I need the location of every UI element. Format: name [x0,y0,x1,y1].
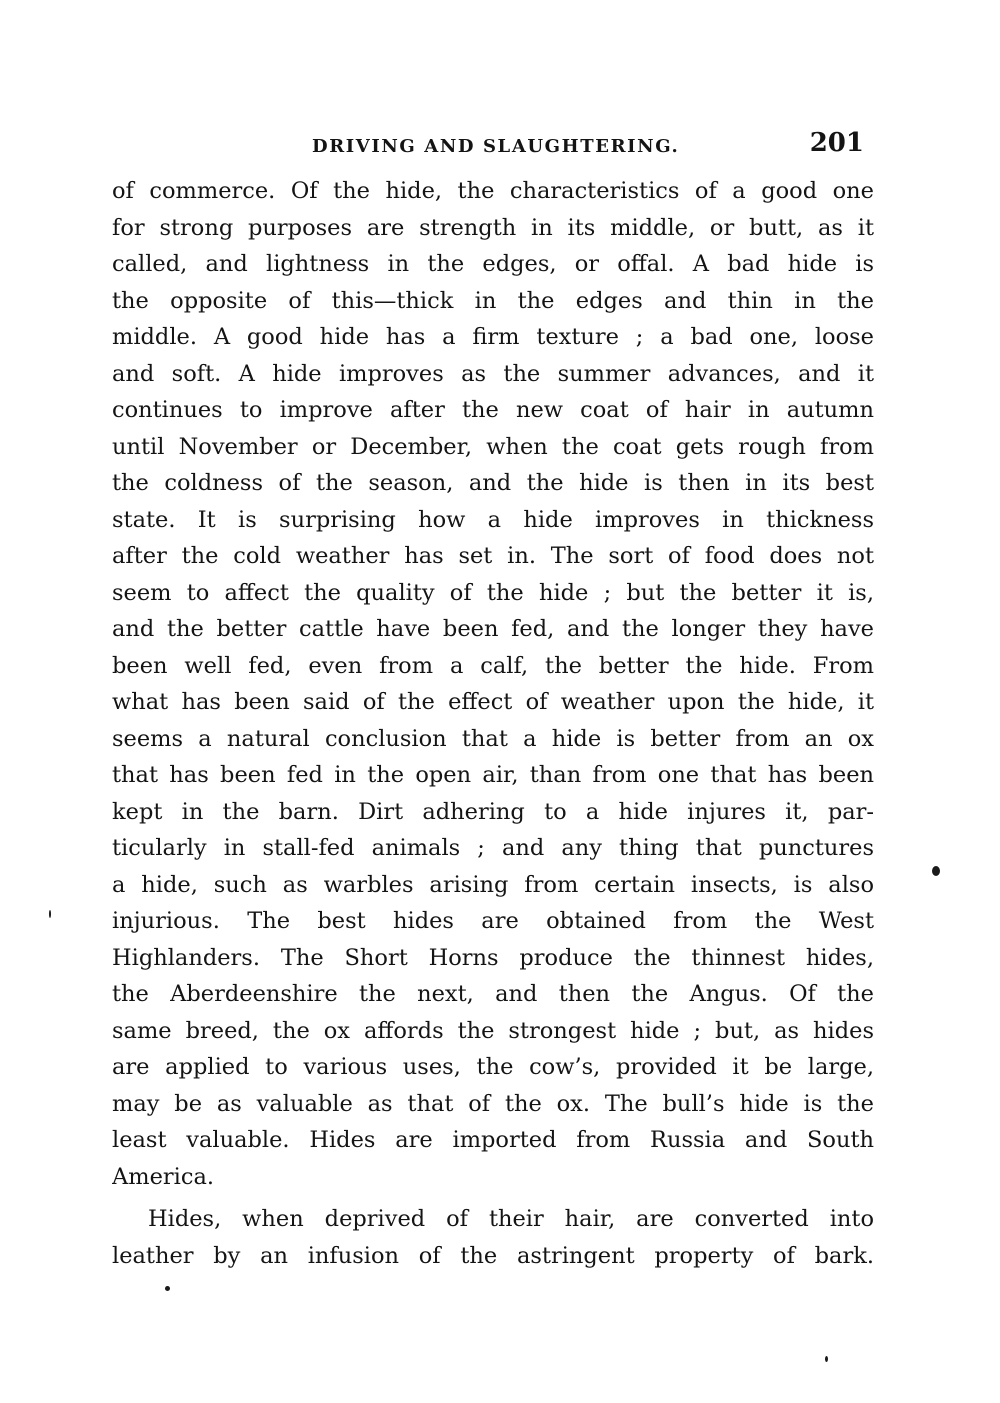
text-line: ticularly in stall-fed animals ; and any thing that punctures [112,835,874,861]
running-head-title: DRIVING AND SLAUGHTERING. [312,136,680,157]
ink-speck [932,866,940,876]
text-line: of commerce. Of the hide, the characteristics of a good one [112,178,874,204]
text-line: kept in the barn. Dirt adhering to a hide injures it, par- [112,798,874,825]
text-line: leather by an infusion of the astringent property of bark. [112,1242,874,1269]
paragraph-1 [112,173,874,1195]
text-line: state. It is surprising how a hide improves in thickness [112,506,874,533]
text-line: seems a natural conclusion that a hide is better from an ox [112,725,874,752]
text-line: Hides, when deprived of their hair, are converted into [148,1206,874,1232]
text-line: injurious. The best hides are obtained from the West [112,908,874,934]
text-line: middle. A good hide has a firm texture ; a bad one, loose [112,324,874,350]
text-line: for strong purposes are strength in its middle, or butt, as it [112,214,874,241]
text-line: may be as valuable as that of the ox. The bull’s hide is the [112,1090,874,1117]
text-line: been well fed, even from a calf, the better the hide. From [112,652,874,679]
text-line: least valuable. Hides are imported from Russia and South [112,1127,874,1153]
text-line: continues to improve after the new coat of hair in autumn [112,397,874,423]
text-line: until November or December, when the coat gets rough from [112,433,874,460]
text-line: the coldness of the season, and the hide is then in its best [112,470,874,496]
text-line: a hide, such as warbles arising from certain insects, is also [112,871,874,898]
text-line: Highlanders. The Short Horns produce the thinnest hides, [112,944,874,971]
text-line: seem to affect the quality of the hide ; but the better it is, [112,579,874,606]
running-head [112,128,874,162]
ink-speck [165,1286,170,1291]
text-line: and the better cattle have been fed, and the longer they have [112,616,874,642]
ink-speck [825,1356,828,1362]
text-line: America. [112,1163,215,1190]
text-line: are applied to various uses, the cow’s, provided it be large, [112,1054,874,1080]
text-line: that has been fed in the open air, than from one that has been [112,762,874,788]
paragraph-2 [112,1201,874,1274]
text-line: called, and lightness in the edges, or offal. A bad hide is [112,251,874,277]
ink-speck [49,910,51,918]
text-line: what has been said of the effect of weather upon the hide, it [112,689,874,715]
body-text [112,173,874,1274]
text-line: same breed, the ox affords the strongest hide ; but, as hides [112,1017,874,1044]
page-number: 201 [809,128,864,158]
text-line: and soft. A hide improves as the summer advances, and it [112,360,874,387]
text-line: after the cold weather has set in. The sort of food does not [112,543,874,569]
text-line: the opposite of this—thick in the edges and thin in the [112,287,874,314]
text-line: the Aberdeenshire the next, and then the Angus. Of the [112,981,874,1007]
